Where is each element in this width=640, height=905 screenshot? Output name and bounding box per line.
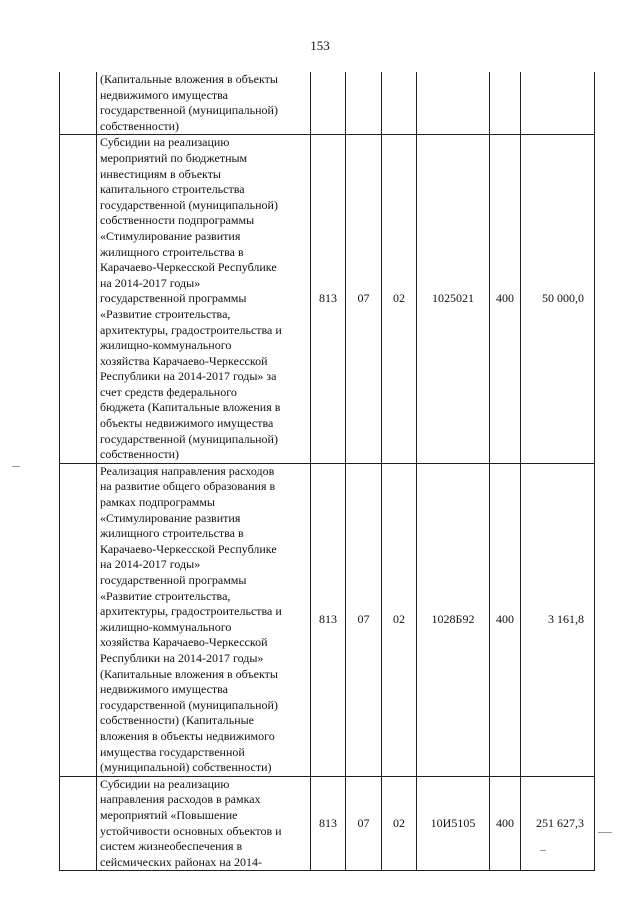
page-number: 153 [310, 38, 330, 53]
target-cell: 1025021 [417, 135, 490, 463]
ministry-cell: 813 [311, 776, 346, 871]
section-cell [346, 72, 382, 135]
target-cell: 1028Б92 [417, 463, 490, 776]
target-cell: 10И5105 [417, 776, 490, 871]
ministry-cell [311, 72, 346, 135]
subsection-cell: 02 [382, 776, 417, 871]
section-cell: 07 [346, 463, 382, 776]
amount-cell [521, 72, 595, 135]
index-cell [60, 135, 97, 463]
amount-cell: 3 161,8 [521, 463, 595, 776]
expense-type-cell: 400 [490, 135, 521, 463]
scan-mark [598, 832, 612, 833]
ministry-cell: 813 [311, 463, 346, 776]
expense-type-cell: 400 [490, 776, 521, 871]
index-cell [60, 463, 97, 776]
table-row [60, 72, 595, 135]
table-row [60, 776, 595, 871]
amount-cell: 50 000,0 [521, 135, 595, 463]
table-row [60, 463, 595, 776]
subsection-cell: 02 [382, 135, 417, 463]
index-cell [60, 776, 97, 871]
index-cell [60, 72, 97, 135]
ministry-cell: 813 [311, 135, 346, 463]
description-cell: Субсидии на реализацию направления расходов в рамках мероприятий «Повышение устойчивости основных объектов и систем жизнеобеспечения в сейсмических районах на 2014- [97, 776, 311, 871]
description-cell: Реализация направления расходов на развитие общего образования в рамках подпрограммы «Стимулирование развития жилищного строительства в Карачаево-Черкесской Республике на 2014-2017 годы» государственной программы «Развитие строительства, архитектуры, градостроительства и жилищно-коммунального хозяйства Карачаево-Черкесской Республики на 2014-2017 годы» (Капитальные вложения в объекты недвижимого имущества государственной (муниципальной) собственности) (Капитальные вложения в объекты недвижимого имущества государственной (муниципальной) собственности) [97, 463, 311, 776]
description-cell: (Капитальные вложения в объекты недвижимого имущества государственной (муниципальной) собственности) [97, 72, 311, 135]
section-cell: 07 [346, 776, 382, 871]
description-cell: Субсидии на реализацию мероприятий по бюджетным инвестициям в объекты капитального строительства государственной (муниципальной) собственности подпрограммы «Стимулирование развития жилищного строительства в Карачаево-Черкесской Республике на 2014-2017 годы» государственной программы «Развитие строительства, архитектуры, градостроительства и жилищно-коммунального хозяйства Карачаево-Черкесской Республики на 2014-2017 годы» за счет средств федерального бюджета (Капитальные вложения в объекты недвижимого имущества государственной (муниципальной) собственности) [97, 135, 311, 463]
scan-mark [540, 850, 546, 851]
budget-table [59, 72, 595, 871]
scan-mark [12, 466, 20, 467]
expense-type-cell [490, 72, 521, 135]
amount-cell: 251 627,3 [521, 776, 595, 871]
subsection-cell [382, 72, 417, 135]
subsection-cell: 02 [382, 463, 417, 776]
expense-type-cell: 400 [490, 463, 521, 776]
section-cell: 07 [346, 135, 382, 463]
target-cell [417, 72, 490, 135]
table-row [60, 135, 595, 463]
